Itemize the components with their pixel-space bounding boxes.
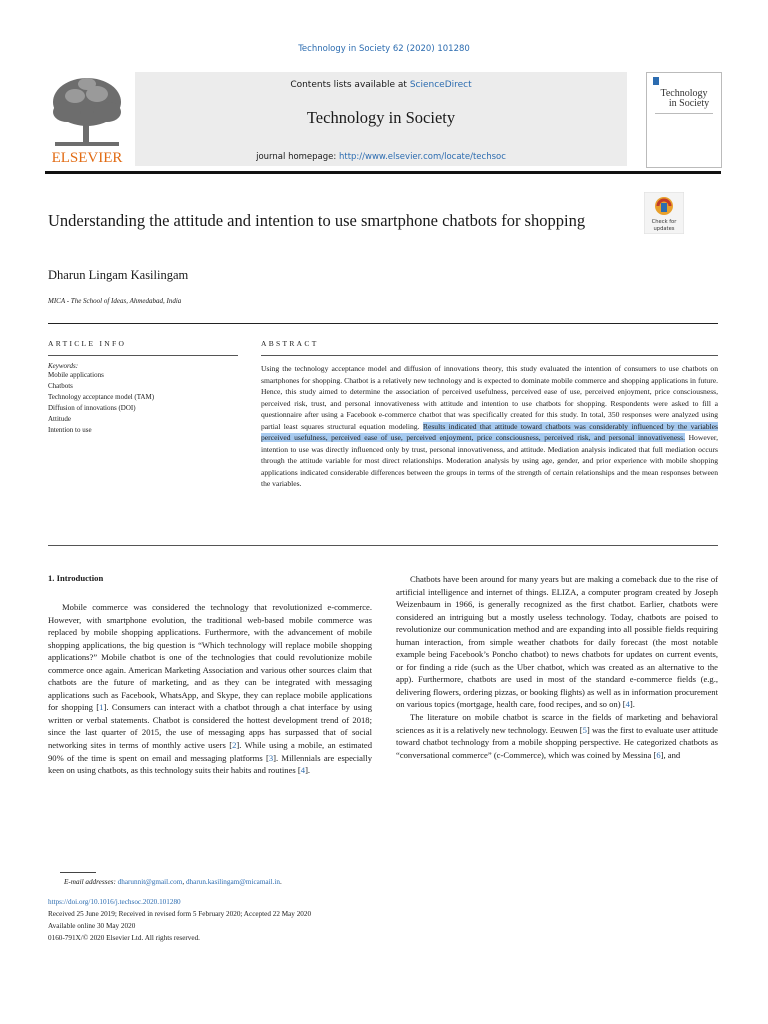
cover-title-line2: in Society xyxy=(668,98,710,109)
homepage-line xyxy=(135,152,627,162)
citation-link[interactable]: 2 xyxy=(232,740,237,751)
doi-link[interactable]: https://doi.org/10.1016/j.techsoc.2020.101280 xyxy=(48,898,181,906)
journal-cover-thumbnail[interactable] xyxy=(646,72,722,168)
article-info-rule xyxy=(48,355,238,356)
citation-link[interactable]: 4 xyxy=(300,765,306,776)
copyright-line: 0160-791X/© 2020 Elsevier Ltd. All rights reserved. xyxy=(48,934,200,942)
citation-link[interactable]: 4 xyxy=(625,699,630,710)
intro-right-column xyxy=(396,573,718,761)
contents-line xyxy=(135,80,627,90)
keyword-item: Technology acceptance model (TAM) xyxy=(48,393,155,401)
keywords-block xyxy=(48,362,238,436)
received-dates: Received 25 June 2019; Received in revised form 5 February 2020; Accepted 22 May 2020 xyxy=(48,910,312,918)
keyword-item: Mobile applications xyxy=(48,371,104,379)
author-affiliation: MICA - The School of Ideas, Ahmedabad, India xyxy=(48,297,182,305)
intro-paragraph: The literature on mobile chatbot is scarce in the fields of marketing and behavioral sciences as it is a relatively new technology. Eeuwen [5] was the first to evaluate user attitude toward chatbot technology from a mobile shopping perspective. He categorized chatbots as “conversational commerce” (c-Commerce), which was coined by Messina [6], and xyxy=(396,712,718,760)
abstract-heading: ABSTRACT xyxy=(261,339,319,348)
abstract-highlighted-text[interactable]: Results indicated that attitude toward chatbots was considerably influenced by the variables perceived usefulness, perceived ease of use, perceived enjoyment, price consciousness, perceived risk, and personal innovativeness. xyxy=(261,421,718,443)
keyword-item: Attitude xyxy=(48,415,71,423)
article-title: Understanding the attitude and intention to use smartphone chatbots for shopping xyxy=(48,211,586,230)
cover-title-line1: Technology xyxy=(660,88,708,99)
elsevier-wordmark: ELSEVIER xyxy=(51,150,123,166)
article-info-heading: ARTICLE INFO xyxy=(48,339,127,348)
sciencedirect-link[interactable]: ScienceDirect xyxy=(409,80,472,90)
cover-rule xyxy=(655,113,713,114)
journal-reference-link[interactable]: Technology in Society 62 (2020) 101280 xyxy=(298,44,470,54)
keywords-label: Keywords: xyxy=(48,362,79,370)
email-link[interactable]: dharunnit@gmail.com xyxy=(117,878,183,886)
abstract-bottom-rule xyxy=(48,545,718,546)
badge-line1: Check for xyxy=(651,219,677,225)
homepage-label: journal homepage: xyxy=(256,152,339,162)
journal-title: Technology in Society xyxy=(306,108,456,127)
homepage-link[interactable]: http://www.elsevier.com/locate/techsoc xyxy=(338,152,506,162)
check-for-updates-icon xyxy=(644,192,684,234)
section-heading-introduction: 1. Introduction xyxy=(48,573,104,583)
abstract-text-start: Using the technology acceptance model and diffusion of innovations theory, this study evaluated the intention of consumers to use chatbots on smartphones for shopping. Chatbot is a relatively new technology and is expected to dominate mobile commerce and shopping applications in future. Hence, this study aimed to determine the association of perceived usefulness, perceived ease of use, perceived enjoyment, price consciousness, perceived risk, trust, and personal innovativeness with attitude and intention to use chatbots for shopping. Respondents were asked to fill a questionnaire after using a Facebook e-commerce chatbot that was specifically created for this study. In total, 350 responses were analyzed using partial least squares structural equation modeling. xyxy=(261,364,718,431)
citation-link[interactable]: 3 xyxy=(268,752,274,763)
author-name[interactable]: Dharun Lingam Kasilingam xyxy=(48,268,189,282)
intro-left-column xyxy=(48,601,372,777)
masthead-rule xyxy=(45,171,721,174)
citation-link[interactable]: 1 xyxy=(99,702,104,713)
cover-logo-mark xyxy=(653,77,659,85)
citation-link[interactable]: 6 xyxy=(656,749,661,760)
intro-paragraph: Mobile commerce was considered the technology that revolutionized e-commerce. However, with smartphone evolution, the traditional web-based mobile commerce was replaced by mobile shopping applications. Furthermore, with the advancement of mobile shopping applications, the big question is “Which technology will replace mobile shopping applications?” Mobile chatbot is one of the technologies that could revolutionize mobile commerce once again. American Marketing Association and various other sources claim that chatbots are the future of marketing, and as they can be integrated with messaging applications such as Facebook, WhatsApp, and Skype, they can replace mobile applications for shopping [1]. Consumers can interact with a chatbot through a chat interface by using written or verbal statements. Chatbot is considered the hottest development trend of 2018; since the last quarter of 2015, the use of messaging apps has surpassed that of social networking sites in terms of monthly active users [2]. While using a mobile, an estimated 90% of the time is spent on email and messaging platforms [3]. Millennials are especially keen on using chatbots, as this technology suits their habits and routines [4]. xyxy=(48,602,372,776)
keyword-item: Chatbots xyxy=(48,382,73,390)
badge-line2: updates xyxy=(653,226,675,232)
elsevier-logo xyxy=(45,72,129,166)
email-link[interactable]: dharun.kasilingam@micamail.in xyxy=(185,878,280,886)
citation-link[interactable]: 5 xyxy=(582,724,587,735)
journal-masthead xyxy=(135,72,627,166)
online-date: Available online 30 May 2020 xyxy=(48,922,136,930)
check-for-updates-badge[interactable] xyxy=(644,192,684,234)
abstract-text-end: However, intention to use was directly influenced only by trust, personal innovativeness, and attitude. Mediation analysis indicated that full mediation occurs through the attitude variable for most direct relationships. Moderation analysis by using age, gender, and prior experience with mobile shopping applications indicated considerable differences between the groups in terms of the strength of certain relationships and the mean responses between the variables. xyxy=(261,433,718,489)
keyword-item: Intention to use xyxy=(48,426,92,434)
email-footnote: E-mail addresses: dharunnit@gmail.com, dharun.kasilingam@micamail.in. xyxy=(64,878,282,886)
email-label: E-mail addresses: xyxy=(64,878,116,886)
abstract-text xyxy=(261,363,718,490)
contents-prefix: Contents lists available at xyxy=(290,80,410,90)
abstract-rule xyxy=(261,355,718,356)
footnote-rule xyxy=(60,872,96,873)
keyword-item: Diffusion of innovations (DOI) xyxy=(48,404,136,412)
intro-paragraph: Chatbots have been around for many years but are making a comeback due to the rise of artificial intelligence and internet of things. ELIZA, a computer program created by Joseph Weizenbaum in 1966, is generally recognized as the first chatbot. Earlier, chatbots were considered an intriguing but a mostly useless technology. Today, chatbots are poised to revolutionize our communication method and are expanding into all possible fields requiring human interaction, from simple weather chatbots for daily forecast (the most notable example being Facebook’s Poncho chatbot) to news chatbots for updates on current events, or for finding a ride (such as the Uber chatbot, which was created as an alternative to the app). Furthermore, chatbots are used in most of the standard e-commerce fields (e.g., delivering flowers, ordering pizzas, or booking flights) as well as in information procurement on various topics (mortgage, health care, food recipes, and so on) [4]. xyxy=(396,574,718,710)
header-divider xyxy=(48,323,718,324)
